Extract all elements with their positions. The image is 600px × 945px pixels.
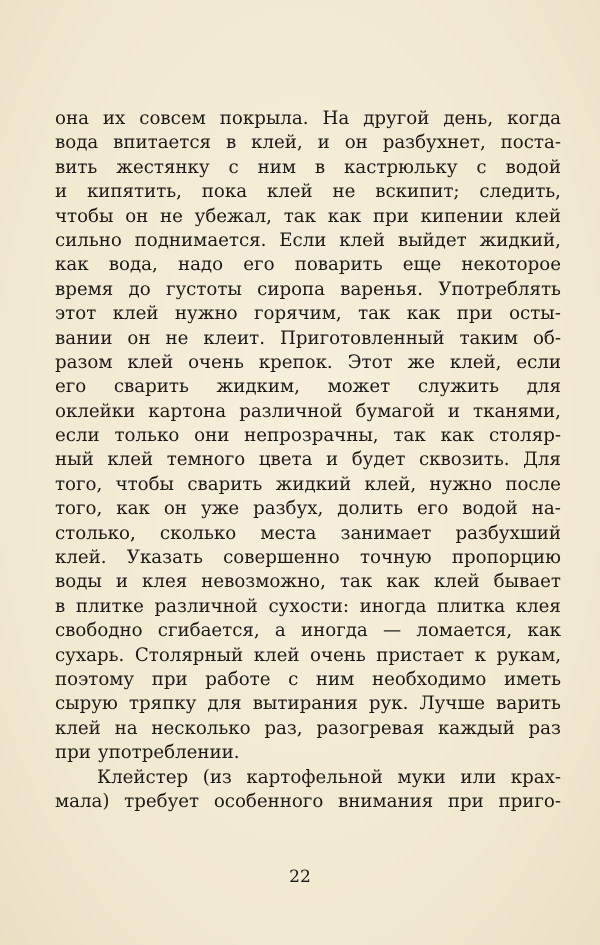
word: сухарь. [55, 644, 125, 666]
word: при [447, 790, 484, 812]
word: в [314, 156, 326, 178]
text-line [55, 741, 561, 765]
word: Для [523, 449, 561, 471]
text-line [55, 766, 561, 790]
word: он [163, 498, 187, 520]
word: клей [127, 351, 174, 373]
word: он [125, 205, 149, 227]
word: невозможно, [201, 571, 326, 593]
word: так [393, 425, 426, 447]
word: иногда [359, 595, 427, 617]
text-line [55, 522, 561, 546]
word: очень [188, 351, 244, 373]
word: различной [154, 595, 258, 617]
word: водой [505, 156, 561, 178]
word: их [102, 108, 126, 129]
word: рук. [368, 693, 409, 715]
word: как [527, 620, 561, 642]
word: клей [112, 303, 159, 325]
word: На [322, 108, 350, 129]
paragraph-2 [55, 766, 561, 815]
text-line [55, 644, 561, 668]
text-line [55, 400, 561, 424]
word: как [327, 205, 362, 227]
word: (из [202, 766, 232, 788]
word: разогревая [316, 717, 425, 739]
word: разом [55, 351, 113, 373]
word: внимания [337, 790, 434, 812]
word: иметь [504, 668, 561, 690]
word: этот [55, 303, 97, 325]
word: сырую [55, 693, 118, 715]
word: сильно [55, 229, 122, 251]
word: иногда [301, 620, 368, 642]
word: с [228, 156, 239, 178]
word: тряпку [128, 693, 197, 715]
word: особенного [213, 790, 324, 812]
word: занимает [340, 522, 432, 544]
text-line [55, 424, 561, 448]
word: раз, [264, 717, 303, 739]
word: темного [166, 449, 246, 471]
word: клей [339, 229, 386, 251]
text-line [55, 327, 561, 351]
word: так [283, 205, 316, 227]
word: надо [177, 254, 224, 276]
text-line [55, 595, 561, 619]
word: его [417, 498, 449, 520]
word: убежал, [194, 205, 272, 227]
word: сколько [159, 522, 237, 544]
word: после [505, 473, 561, 495]
word: если [55, 425, 100, 447]
text-line [55, 156, 561, 180]
word: воды [55, 571, 102, 593]
text-line [55, 790, 561, 814]
word: его [55, 376, 87, 398]
word: клеит. [203, 327, 265, 349]
word: картофельной [246, 766, 383, 788]
word: крепок. [258, 351, 333, 373]
word: поста- [500, 132, 561, 154]
word: следить, [479, 181, 561, 203]
word: пока [201, 181, 248, 203]
word: различной [239, 400, 343, 422]
word: только [114, 425, 180, 447]
word: при [456, 303, 493, 325]
word: не [160, 205, 183, 227]
word: служить [417, 376, 500, 398]
word: сгибается, [157, 620, 260, 642]
word: некоторое [461, 254, 561, 276]
word: бывает [493, 571, 561, 593]
body-text [55, 107, 561, 814]
word: на- [531, 498, 561, 520]
word: чтобы [55, 205, 114, 227]
text-line [55, 278, 561, 302]
word: Указать [126, 547, 203, 569]
word: клея [142, 571, 188, 593]
word: вскипит; [375, 181, 460, 203]
word: того, [55, 498, 103, 520]
word: еще [402, 254, 442, 276]
word: когда [507, 108, 561, 129]
word: водой [462, 498, 518, 520]
word: тканями, [473, 400, 561, 422]
word: для [207, 693, 242, 715]
word: ним [257, 156, 297, 178]
word: впитается [113, 132, 212, 154]
word: не [165, 327, 189, 349]
text-line [55, 692, 561, 716]
word: совершенно [223, 547, 340, 569]
word: столяр- [488, 425, 561, 447]
word: нужно [429, 473, 493, 495]
word: ломается, [416, 620, 513, 642]
word: осты- [509, 303, 561, 325]
word: таким [459, 327, 518, 349]
word: сварить [113, 376, 189, 398]
word: Клейстер [97, 766, 189, 788]
text-line [55, 717, 561, 741]
word: поварить [294, 254, 383, 276]
word: время [55, 278, 114, 300]
word: жидкий [275, 473, 352, 495]
word: клей. [55, 547, 107, 569]
word: он [344, 132, 368, 154]
word: крах- [510, 766, 561, 788]
word: и [326, 449, 339, 471]
page-number: 22 [289, 867, 311, 887]
word: в [55, 595, 66, 617]
word: кастрюльку [344, 156, 458, 178]
word: клей [266, 181, 313, 203]
word: цвета [258, 449, 313, 471]
word: свободно [55, 620, 143, 642]
word: Если [279, 229, 327, 251]
word: жидким, [216, 376, 300, 398]
word: требует [124, 790, 200, 812]
word: так [339, 571, 373, 593]
word: как [116, 498, 150, 520]
text-line [55, 570, 561, 594]
word: клей [107, 449, 154, 471]
word: клей [55, 717, 101, 739]
word: поэтому [55, 668, 135, 690]
word: Этот [347, 351, 393, 373]
word: сварить [187, 473, 263, 495]
word: ним [315, 668, 355, 690]
text-line [55, 497, 561, 521]
word: будет [351, 449, 406, 471]
word: каждый [437, 717, 515, 739]
text-line [55, 229, 561, 253]
word: разбухший [455, 522, 561, 544]
word: как [55, 254, 89, 276]
text-line [55, 131, 561, 155]
word: кипении [420, 205, 504, 227]
word: жестянку [116, 156, 210, 178]
word: совсем [139, 108, 206, 129]
text-line [55, 205, 561, 229]
word: мала) [55, 790, 110, 812]
word: Столярный [134, 644, 244, 666]
word: точную [359, 547, 432, 569]
word: сухости: [268, 595, 350, 617]
word: употреблении. [97, 742, 240, 764]
word: к [474, 644, 486, 666]
word: клей [433, 571, 480, 593]
word: жидкий, [479, 229, 561, 251]
word: может [327, 376, 391, 398]
word: оклейки [55, 400, 136, 422]
text-line [55, 302, 561, 326]
word: его [243, 254, 275, 276]
word: горячим, [253, 303, 342, 325]
word: клея [515, 595, 561, 617]
word: плитке [75, 595, 144, 617]
word: несколько [151, 717, 251, 739]
word: покрыла. [219, 108, 309, 129]
text-line [55, 473, 561, 497]
word: об- [532, 327, 561, 349]
word: же [407, 351, 435, 373]
word: сиропа [257, 278, 326, 300]
word: Приготовленный [279, 327, 445, 349]
word: приго- [498, 790, 561, 812]
word: а [274, 620, 286, 642]
word: выйдет [397, 229, 467, 251]
word: муки [397, 766, 446, 788]
text-line [55, 180, 561, 204]
word: вода [55, 132, 99, 154]
word: клей, [251, 132, 303, 154]
word: чтобы [115, 473, 175, 495]
word: клей, [449, 351, 502, 373]
word: в [225, 132, 237, 154]
word: необходимо [371, 668, 487, 690]
word: и [55, 181, 68, 203]
word: работе [205, 668, 271, 690]
word: густоты [165, 278, 242, 300]
word: клей, [364, 473, 417, 495]
word: столько, [55, 522, 136, 544]
word: Лучше [419, 693, 486, 715]
word: если [516, 351, 561, 373]
word: как [440, 425, 475, 447]
paragraph-1 [55, 107, 561, 766]
word: долить [337, 498, 404, 520]
word: клей [515, 205, 561, 227]
word: с [288, 668, 299, 690]
word: раз [528, 717, 561, 739]
word: варенья. [340, 278, 424, 300]
word: — [383, 620, 402, 642]
word: сквозить. [418, 449, 510, 471]
word: он [127, 327, 151, 349]
word: картона [148, 400, 227, 422]
word: при [151, 668, 188, 690]
word: разбухнет, [382, 132, 486, 154]
word: пропорцию [451, 547, 561, 569]
word: как [386, 571, 420, 593]
word: кипятить, [86, 181, 182, 203]
word: так [358, 303, 391, 325]
word: они [194, 425, 230, 447]
word: вода, [108, 254, 158, 276]
word: места [260, 522, 317, 544]
word: и [115, 571, 129, 593]
word: пристает [376, 644, 465, 666]
word: нужно [174, 303, 238, 325]
text-line [55, 546, 561, 570]
word: непрозрачны, [244, 425, 379, 447]
text-line [55, 351, 561, 375]
text-line [55, 668, 561, 692]
text-line [55, 619, 561, 643]
word: вании [55, 327, 113, 349]
word: или [460, 766, 497, 788]
word: и [447, 400, 460, 422]
word: на [114, 717, 138, 739]
word: как [406, 303, 441, 325]
word: того, [55, 473, 103, 495]
text-line [55, 375, 561, 399]
word: с [476, 156, 487, 178]
word: для [526, 376, 561, 398]
word: не [332, 181, 356, 203]
word: при [373, 205, 409, 227]
word: она [55, 108, 89, 129]
text-line [55, 107, 561, 131]
text-line [55, 448, 561, 472]
word: бумагой [355, 400, 435, 422]
word: день, [443, 108, 494, 129]
word: другой [363, 108, 430, 129]
word: до [128, 278, 151, 300]
word: разбух, [253, 498, 324, 520]
word: при [55, 742, 91, 764]
word: поднимается. [134, 229, 267, 251]
word: уже [200, 498, 240, 520]
word: плитка [437, 595, 506, 617]
word: вытирания [252, 693, 358, 715]
word: очень [310, 644, 366, 666]
word: вить [55, 156, 98, 178]
word: и [317, 132, 330, 154]
word: рукам, [496, 644, 561, 666]
word: ный [55, 449, 94, 471]
word: Употреблять [438, 278, 561, 300]
word: варить [496, 693, 561, 715]
word: клей [253, 644, 300, 666]
text-line [55, 253, 561, 277]
